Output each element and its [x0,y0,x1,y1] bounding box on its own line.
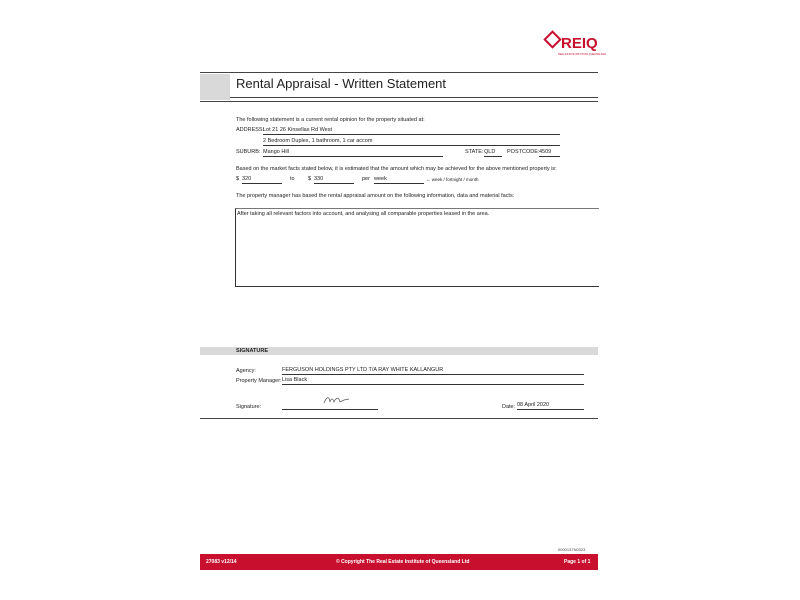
manager-value: Lisa Black [282,377,584,385]
reiq-logo [544,30,607,60]
rent-high: 330 [314,176,354,184]
basis-value: After taking all relevant factors into account, and analysing all comparable properties leased in the area. [237,211,490,217]
per-label: per [362,176,370,182]
state-label: STATE: [465,149,484,155]
signature-heading: SIGNATURE [236,348,268,354]
period-options: ← week / fortnight / month [426,177,479,182]
state-value: QLD [484,149,502,157]
agency-value: FERGUSON HOLDINGS PTY LTD T/A RAY WHITE KALLANGUR [282,367,584,375]
footer-copyright: © Copyright The Real Estate Institute of Queensland Ltd [336,559,470,565]
logo-text: REIQ [561,35,598,52]
logo-diamond-icon [543,30,561,48]
page-title: Rental Appraisal - Written Statement [236,76,447,91]
currency-high: $ [308,176,312,182]
rent-low: 320 [242,176,282,184]
address-label: ADDRESS: [236,127,265,133]
to-label: to [290,176,295,182]
handwritten-signature [322,394,352,406]
address-line1: Lot 21 26 Kinsellas Rd West [263,127,560,135]
footer-bar [200,554,598,570]
agency-label: Agency: [236,368,256,374]
title-grey-block [200,74,230,100]
postcode-label: POSTCODE: [507,149,540,155]
signature-label: Signature: [236,404,262,410]
postcode-value: 4509 [539,149,560,157]
footer-form-code: 27083 v12/14 [206,559,237,565]
date-value: 08 April 2020 [517,402,584,410]
intro-text: The following statement is a current rental opinion for the property situated at: [236,117,425,123]
logo-tagline: REAL ESTATE INSTITUTE QUEENSLAND [558,53,607,56]
footer-page: Page 1 of 1 [564,559,591,565]
signature-line [282,400,378,410]
manager-label: Property Manager: [236,378,282,384]
date-label: Date: [502,404,516,410]
basis-text: The property manager has based the rental appraisal amount on the following information, data and material facts: [236,193,515,199]
suburb-label: SUBURB: [236,149,261,155]
estimate-text: Based on the market facts stated below, it is estimated that the amount which may be achieved for the above mentioned property is: [236,166,557,172]
document-code: 0000137N0323 [558,547,586,552]
basis-box [235,208,599,287]
period-value: week [374,176,424,184]
currency-low: $ [236,176,240,182]
address-line2: 2 Bedroom Duplex, 1 bathroom, 1 car accom [263,138,560,146]
suburb-value: Mango Hill [263,149,443,157]
